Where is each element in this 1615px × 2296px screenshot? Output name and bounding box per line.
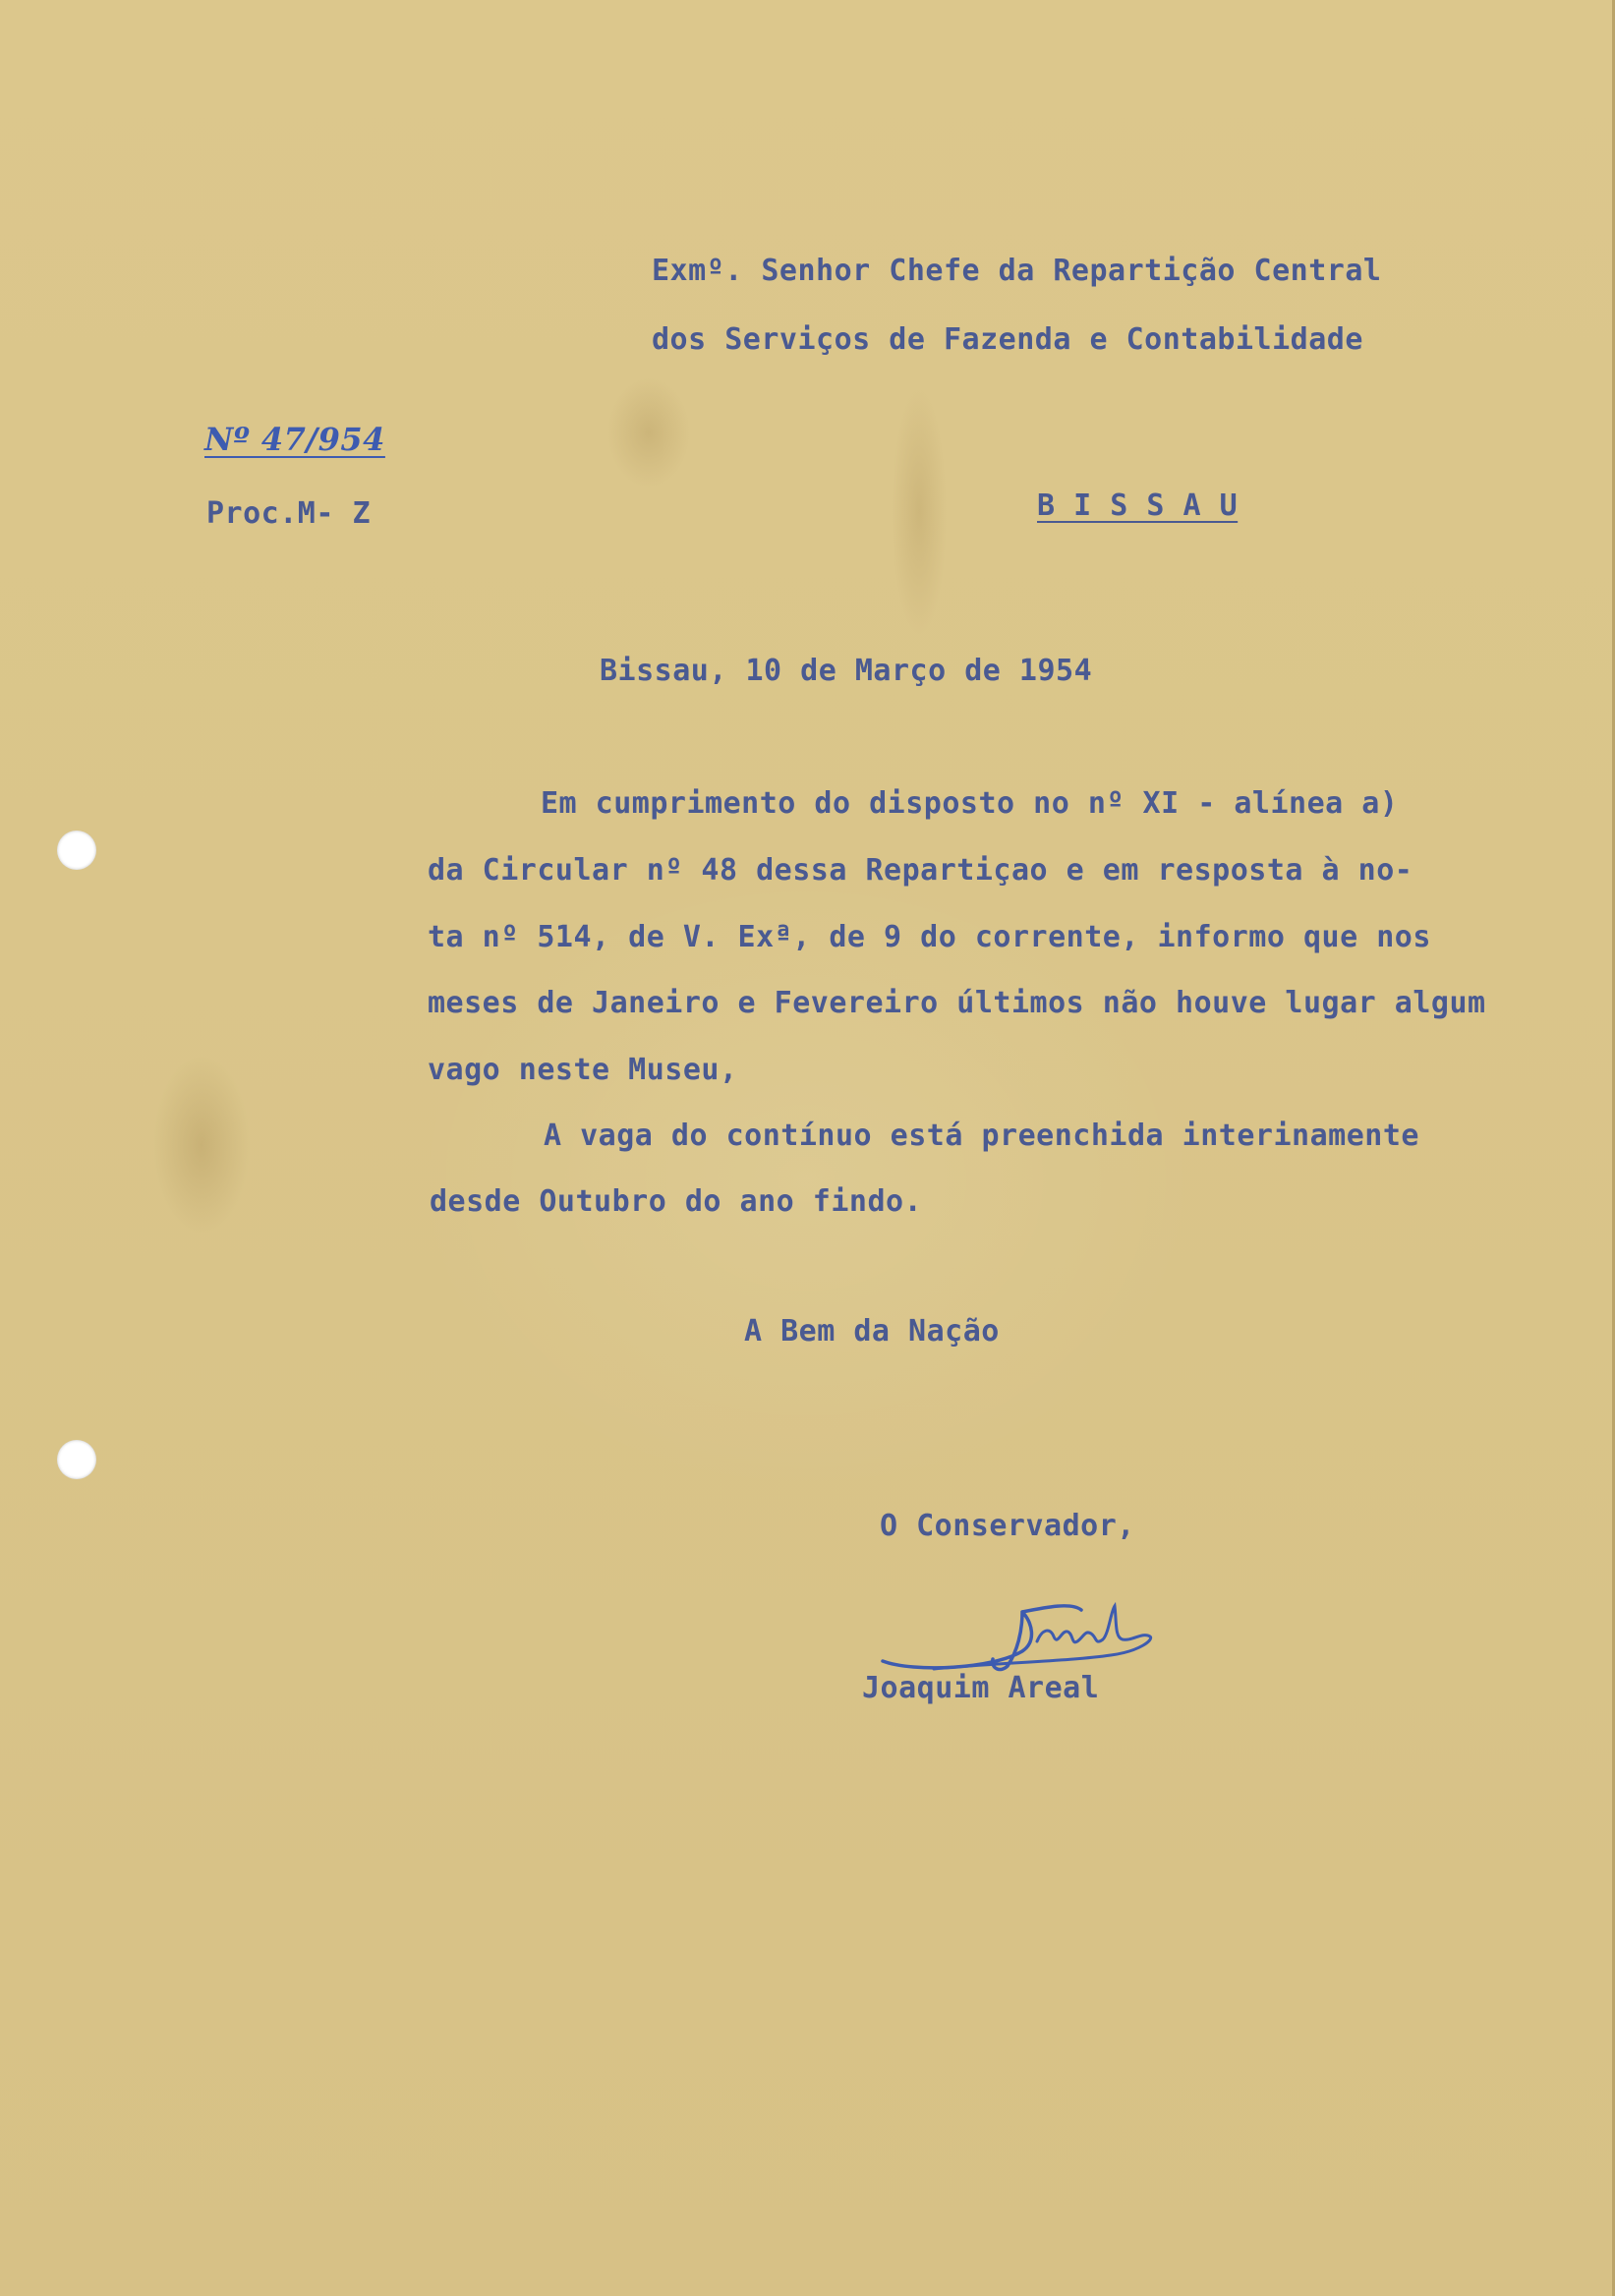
process-reference: Proc.M- Z (206, 496, 372, 531)
addressee-city: B I S S A U (1037, 488, 1239, 523)
body-line-4: meses de Janeiro e Fevereiro últimos não houve lugar algum (428, 986, 1486, 1020)
body-line-2: da Circular nº 48 dessa Repartiçao e em resposta à no- (428, 853, 1413, 888)
addressee-line-2: dos Serviços de Fazenda e Contabilidade (652, 322, 1363, 357)
punch-hole-bottom (57, 1440, 96, 1479)
date-line: Bissau, 10 de Março de 1954 (600, 654, 1093, 688)
body-line-7: desde Outubro do ano findo. (430, 1184, 923, 1219)
closing-salutation: A Bem da Nação (744, 1314, 1000, 1349)
signatory-name: Joaquim Areal (862, 1671, 1100, 1705)
punch-hole-top (57, 831, 96, 870)
signatory-title: O Conservador, (880, 1509, 1135, 1543)
body-line-3: ta nº 514, de V. Exª, de 9 do corrente, informo que nos (428, 920, 1431, 954)
addressee-line-1: Exmº. Senhor Chefe da Repartição Central (652, 254, 1382, 288)
body-line-1: Em cumprimento do disposto no nº XI - alínea a) (541, 786, 1399, 821)
reference-number: Nº 47/954 (204, 421, 385, 458)
body-line-5: vago neste Museu, (428, 1053, 738, 1087)
body-line-6: A vaga do contínuo está preenchida interinamente (544, 1119, 1419, 1153)
